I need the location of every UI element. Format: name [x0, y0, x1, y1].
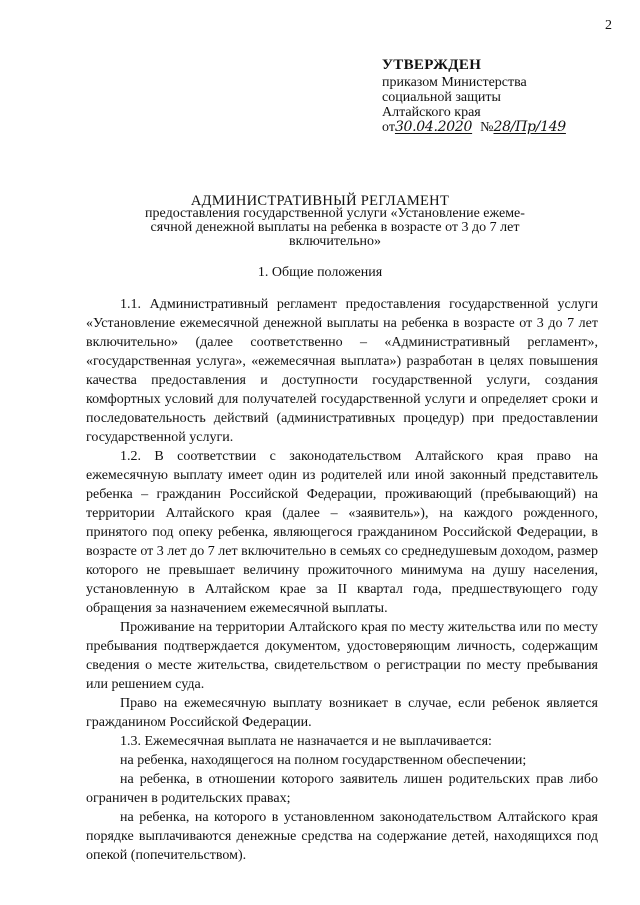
approval-title: УТВЕРЖДЕН — [382, 57, 482, 73]
approval-line-2: социальной защиты — [382, 90, 501, 105]
number-prefix: № — [480, 120, 494, 135]
order-date-number — [382, 120, 632, 135]
document-subtitle: предоставления государственной услуги «Установление ежеме-сячной денежной выплаты на ребенка в возрасте от 3 до 7 лет включительно» — [145, 206, 525, 249]
date-prefix: от — [382, 120, 395, 135]
section-title: 1. Общие положения — [257, 265, 383, 280]
body-text — [86, 295, 598, 865]
paragraph-residence: Проживание на территории Алтайского края по месту жительства или по месту пребывания подтверждается документом, удостоверяющим личность, содержащим сведения о месте жительства, свидетельством о регистрации по месту пребывания или решением суда. — [86, 620, 598, 692]
list-item: на ребенка, в отношении которого заявитель лишен родительских прав либо ограничен в родительских правах; — [86, 772, 598, 806]
handwritten-number: 28/Пр/149 — [493, 119, 566, 135]
paragraph-right: Право на ежемесячную выплату возникает в случае, если ребенок является гражданином Российской Федерации. — [86, 696, 598, 730]
document-title: АДМИНИСТРАТИВНЫЙ РЕГЛАМЕНТ — [190, 193, 450, 209]
list-item: на ребенка, на которого в установленном законодательством Алтайского края порядке выплачиваются денежные средства на содержание детей, находящихся под опекой (попечительством). — [86, 810, 598, 863]
page-number: 2 — [605, 18, 612, 33]
approval-stamp — [382, 58, 632, 135]
approval-line-1: приказом Министерства — [382, 75, 527, 90]
paragraph-1-1: 1.1. Административный регламент предоставления государственной услуги «Установление ежемесячной денежной выплаты на ребенка в возрасте от 3 до 7 лет включительно» (далее соответственно – «Административный регламент», «государственная услуга», «ежемесячная выплата») разработан в целях повышения качества предоставления и доступности государственной услуги, создания комфортных условий для получателей государственной услуги и определяет сроки и последовательность действий (административных процедур) при предоставлении государственной услуги. — [86, 297, 598, 445]
approval-line-3: Алтайского края — [382, 105, 481, 120]
list-item: на ребенка, находящегося на полном государственном обеспечении; — [120, 753, 527, 768]
paragraph-1-3: 1.3. Ежемесячная выплата не назначается и не выплачивается: — [120, 734, 492, 749]
paragraph-1-2: 1.2. В соответствии с законодательством Алтайского края право на ежемесячную выплату имеет один из родителей или иной законный представитель ребенка – гражданин Российской Федерации, проживающий (пребывающий) на территории Алтайского края (далее – «заявитель»), на каждого рожденного, принятого под опеку ребенка, являющегося гражданином Российской Федерации, в возрасте от 3 лет до 7 лет включительно в семьях со среднедушевым доходом, размер которого не превышает величину прожиточного минимума на душу населения, установленную в Алтайском крае за II квартал года, предшествующего году обращения за назначением ежемесячной выплаты. — [86, 449, 598, 616]
handwritten-date: 30.04.2020 — [394, 119, 473, 135]
